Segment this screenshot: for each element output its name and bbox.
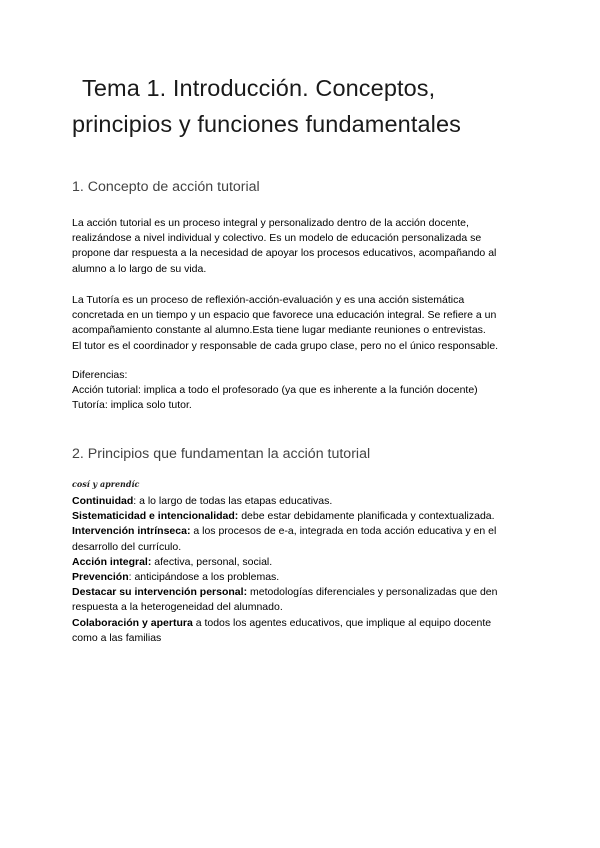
text-line: realizándose a nivel individual y colectivo. Es un modelo de educación personalizada se (72, 232, 482, 245)
list-item (72, 555, 552, 570)
principle-term: Prevención (72, 571, 129, 584)
principle-text: debe estar debidamente planificada y contextualizada. (238, 510, 495, 523)
list-item (72, 509, 552, 524)
list-item (72, 570, 552, 585)
principle-text-continued: como a las familias (72, 631, 162, 644)
text-line: Diferencias: (72, 369, 128, 381)
text-line: La Tutoría es un proceso de reflexión-acción-evaluación y es una acción sistemática (72, 294, 465, 306)
list-item (72, 524, 552, 554)
list-item (72, 616, 552, 646)
page-title-line-2: principios y funciones fundamentales (72, 111, 461, 137)
paragraph-tutoria (72, 293, 542, 354)
section-heading-principles: 2. Principios que fundamentan la acción tutorial (72, 446, 371, 462)
text-line: alumno a lo largo de su vida. (72, 262, 207, 275)
principle-term: Continuidad (72, 495, 134, 507)
principles-list (72, 494, 552, 646)
principle-text: a todos los agentes educativos, que implique al equipo docente (192, 616, 492, 629)
text-line: La acción tutorial es un proceso integral y personalizado dentro de la acción docente, (72, 217, 469, 229)
principle-term: Destacar su intervención personal: (72, 586, 248, 599)
principle-text: a los procesos de e-a, integrada en toda acción educativa y en el (190, 525, 497, 538)
text-line: propone dar respuesta a la necesidad de apoyar los procesos educativos, acompañando al (72, 247, 497, 260)
principle-text: metodologías diferenciales y personalizadas que den (247, 586, 498, 599)
paragraph-diferencias (72, 368, 542, 414)
principle-text: : anticipándose a los problemas. (128, 571, 280, 584)
section-heading-concept: 1. Concepto de acción tutorial (72, 179, 260, 195)
principle-term: Intervención intrínseca: (72, 525, 191, 538)
page-title (72, 70, 552, 142)
principle-term: Acción integral: (72, 555, 152, 568)
principle-text-continued: desarrollo del currículo. (72, 540, 182, 553)
text-line: El tutor es el coordinador y responsable de cada grupo clase, pero no el único responsable. (72, 339, 499, 352)
principle-term: Colaboración y apertura (72, 616, 193, 629)
principle-term: Sistematicidad e intencionalidad: (72, 510, 239, 523)
principle-text-continued: respuesta a la heterogeneidad del alumnado. (72, 601, 283, 614)
handwritten-note: cosí y aprendíc (72, 479, 140, 489)
text-line: Acción tutorial: implica a todo el profesorado (ya que es inherente a la función docente) (72, 384, 478, 397)
principle-text: : a lo largo de todas las etapas educativas. (133, 495, 333, 507)
text-line: acompañamiento constante al alumno.Esta tiene lugar mediante reuniones o entrevistas. (72, 324, 486, 337)
list-item (72, 585, 552, 615)
principle-text: afectiva, personal, social. (151, 555, 273, 568)
text-line: concretada en un tiempo y un espacio que favorece una educación integral. Se refiere a un (72, 309, 497, 322)
list-item (72, 494, 552, 509)
paragraph-accion-tutorial (72, 216, 542, 277)
text-line: Tutoría: implica solo tutor. (72, 399, 192, 412)
page-title-line-1: Tema 1. Introducción. Conceptos, (82, 75, 436, 101)
